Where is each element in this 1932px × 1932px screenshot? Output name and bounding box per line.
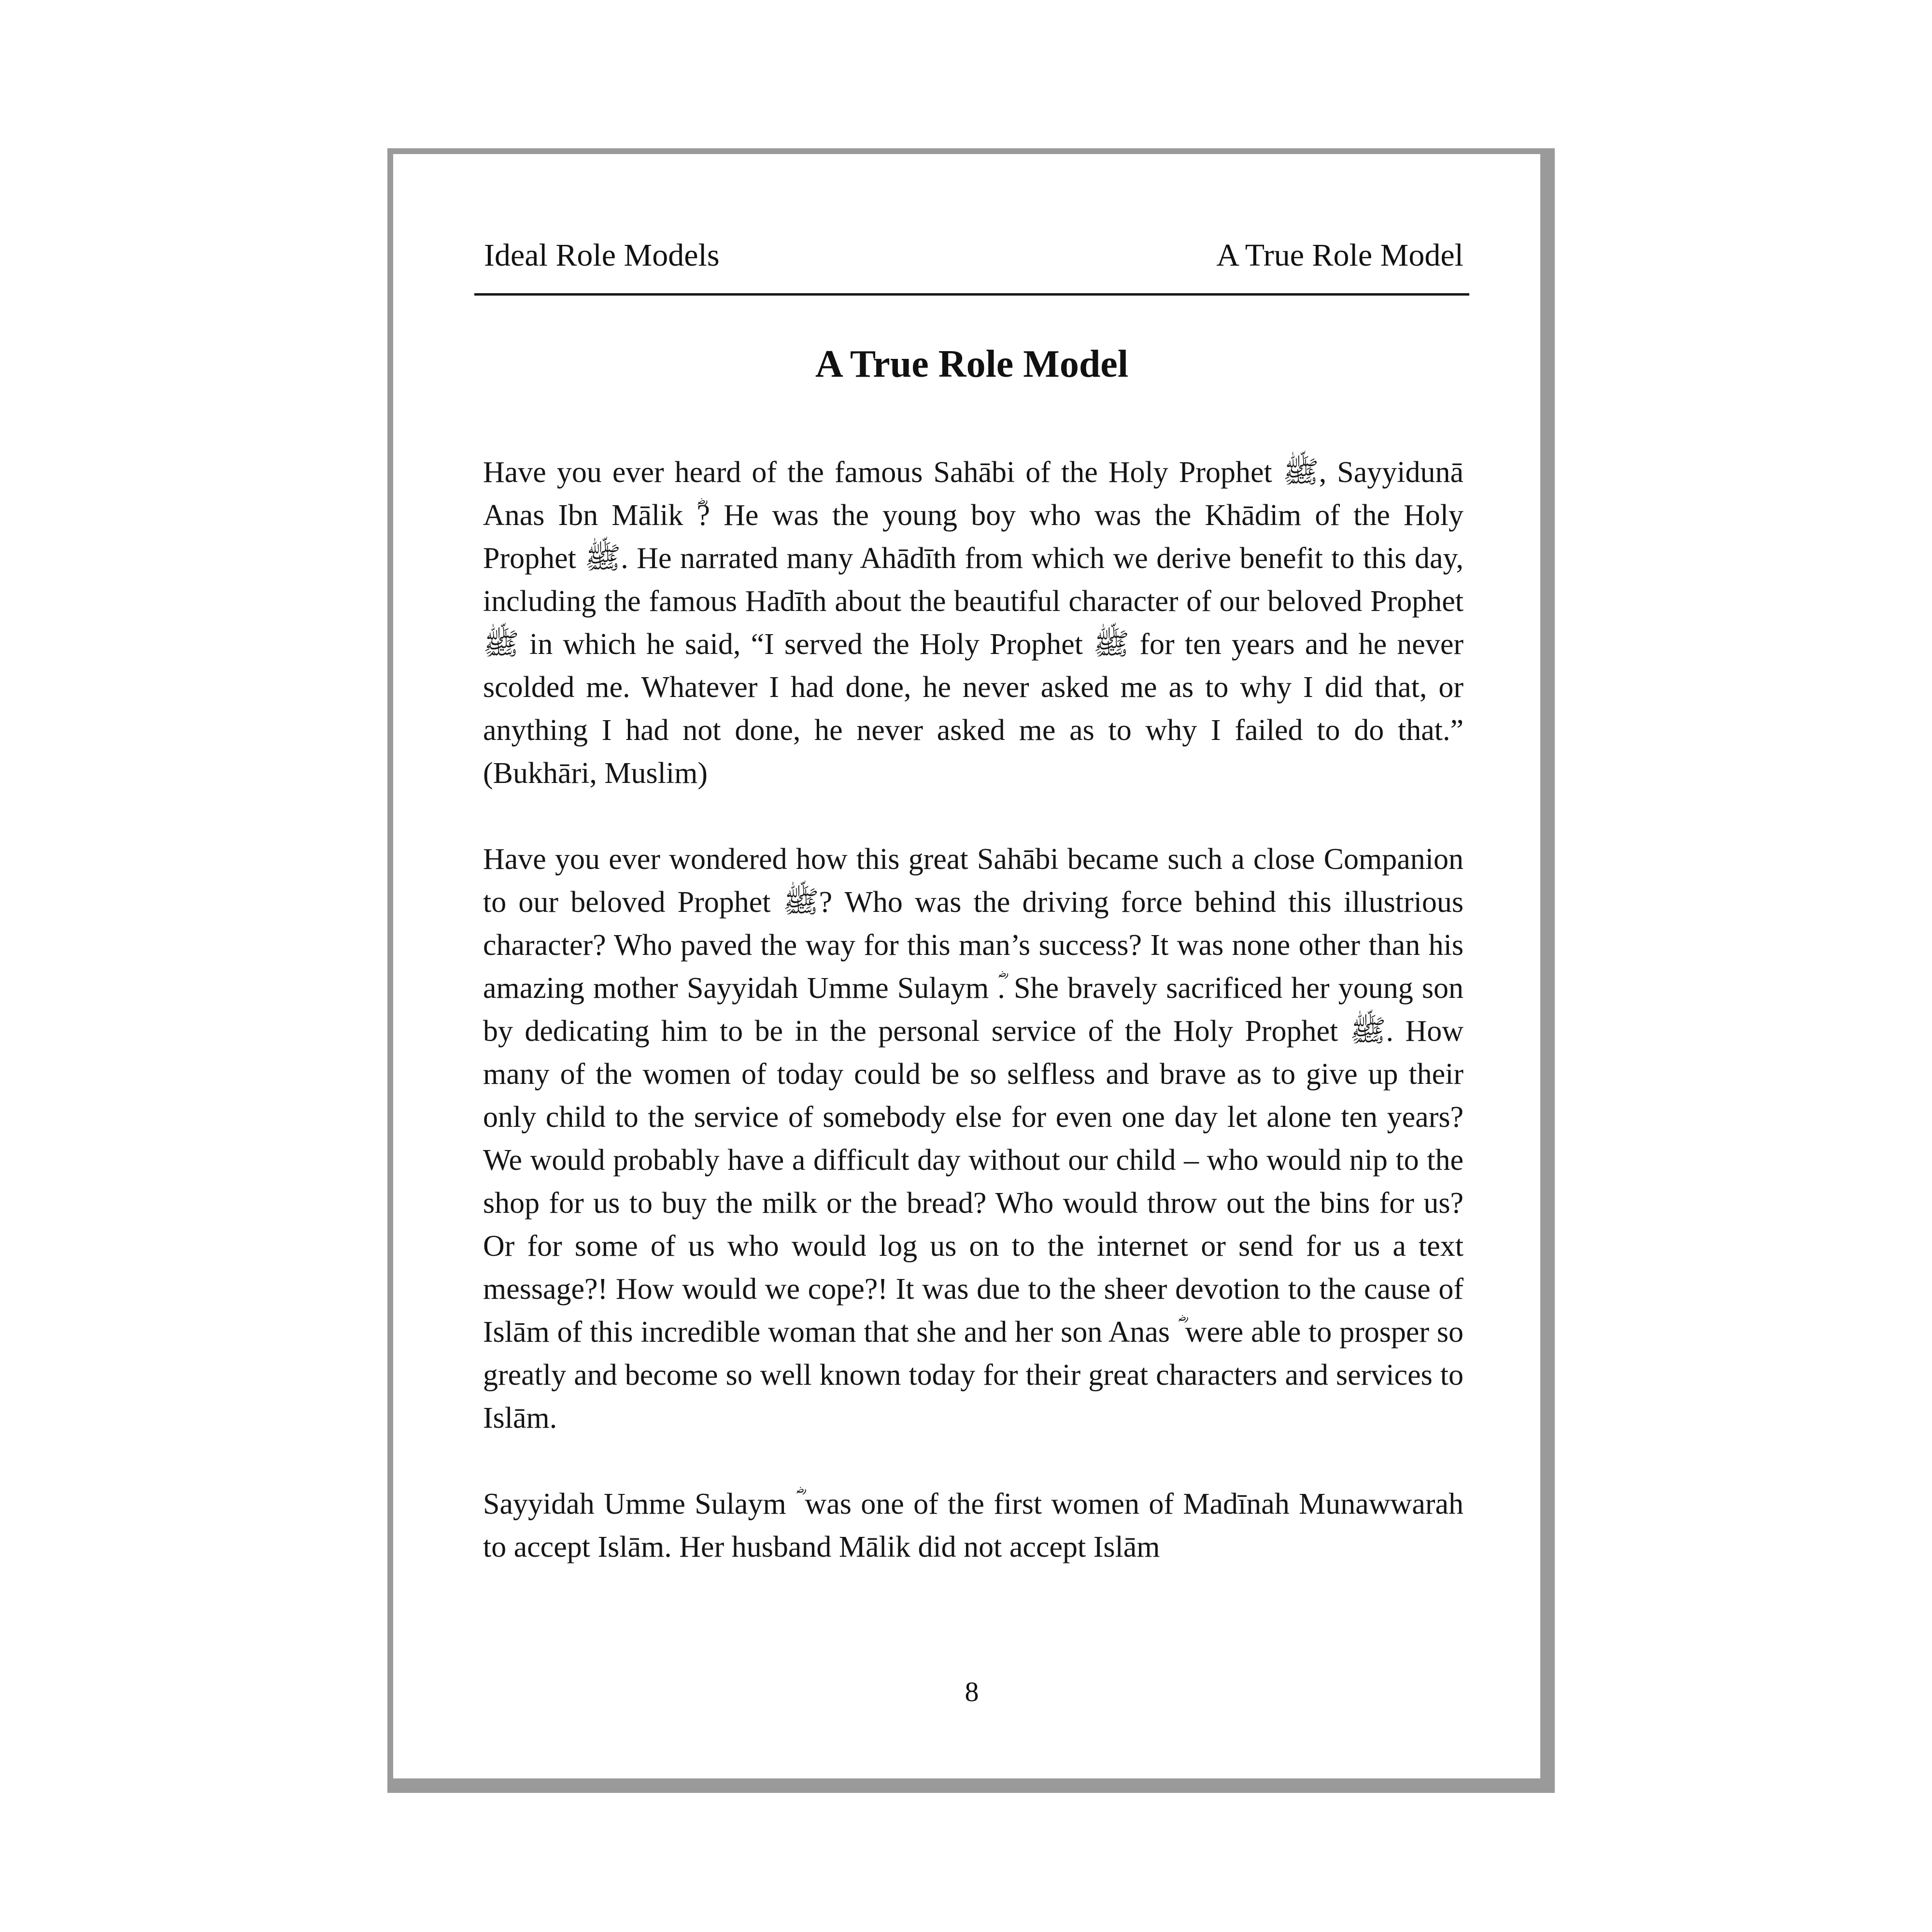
body-text [483,451,1463,1612]
book-page [387,148,1555,1793]
running-header [474,237,1469,281]
page-number: 8 [965,1676,979,1707]
paragraph-3: Sayyidah Umme Sulaym ؓ was one of the first women of Madīnah Munawwarah to accept Islām. Her husband Mālik did not accept Islām [483,1488,1463,1563]
chapter-title: A True Role Model [815,343,1129,385]
header-book-title: Ideal Role Models [484,238,720,273]
header-chapter-title: A True Role Model [1216,238,1463,273]
paragraph-2: Have you ever wondered how this great Sahābi became such a close Companion to our beloved Prophet ﷺ? Who was the driving force behind this illustrious character? Who paved the way for this man’s success? It was none other than his amazing mother Sayyidah Umme Sulaym ؓ. She bravely sacrificed her young son by dedicating him to be in the personal service of the Holy Prophet ﷺ. How many of the women of today could be so selfless and brave as to give up their only child to the service of somebody else for even one day let alone ten years? We would probably have a difficult day without our child – who would nip to the shop for us to buy the milk or the bread? Who would throw out the bins for us? Or for some of us who would log us on to the internet or send for us a text message?! How would we cope?! It was due to the sheer devotion to the cause of Islām of this incredible woman that she and her son Anas ؓ were able to prosper so greatly and become so well known today for their great characters and services to Islām. [483,843,1464,1435]
paragraph-1: Have you ever heard of the famous Sahābi of the Holy Prophet ﷺ, Sayyidunā Anas Ibn Mālik ؓ? He was the young boy who was the Khādim of the Holy Prophet ﷺ. He narrated many Ahādīth from which we derive benefit to this day, including the famous Hadīth about the beautiful character of our beloved Prophet ﷺ in which he said, “I served the Holy Prophet ﷺ for ten years and he never scolded me. Whatever I had done, he never asked me as to why I did that, or anything I had not done, he never asked me as to why I failed to do that.” (Bukhāri, Muslim) [483,456,1463,790]
header-rule [474,293,1469,296]
